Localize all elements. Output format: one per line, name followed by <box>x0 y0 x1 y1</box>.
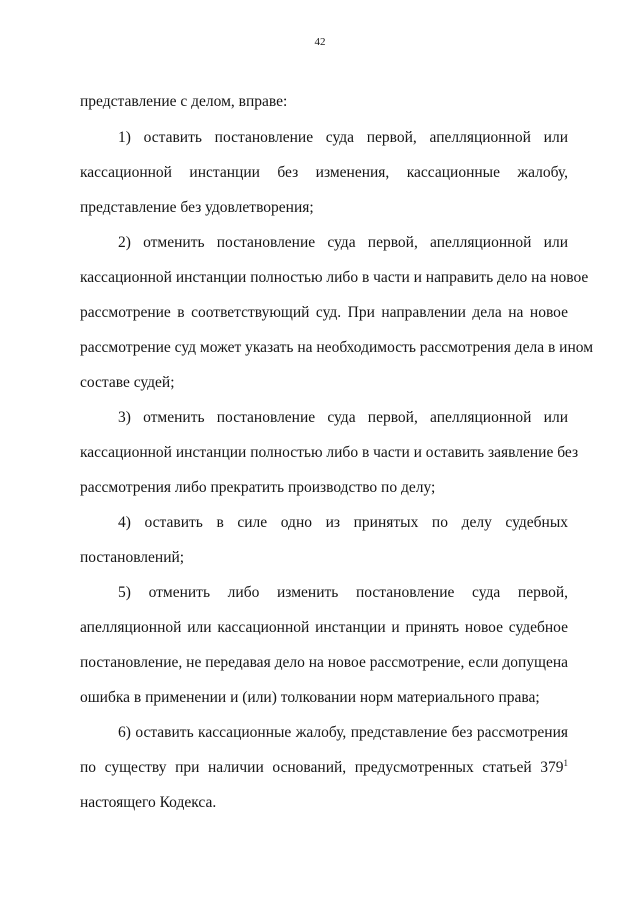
text-fragment: по существу при наличии оснований, предусмотренных статьей 379 <box>80 759 564 776</box>
list-item-6-line: 6) оставить кассационные жалобу, представление без рассмотрения <box>118 724 568 741</box>
text-line-with-superscript <box>80 758 568 778</box>
text-line: рассмотрение в соответствующий суд. При направлении дела на новое <box>80 304 568 321</box>
list-item-1-line: 1) оставить постановление суда первой, апелляционной или <box>118 129 568 146</box>
text-line: кассационной инстанции полностью либо в части и направить дело на новое <box>80 269 589 286</box>
list-item-5-line: 5) отменить либо изменить постановление суда первой, <box>118 584 568 601</box>
text-line: представление без удовлетворения; <box>80 199 314 216</box>
list-item-2-line: 2) отменить постановление суда первой, апелляционной или <box>118 234 568 251</box>
text-line: апелляционной или кассационной инстанции и принять новое судебное <box>80 619 568 636</box>
text-line: рассмотрение суд может указать на необходимость рассмотрения дела в ином <box>80 339 594 356</box>
text-line: представление с делом, вправе: <box>80 93 288 110</box>
text-line: составе судей; <box>80 374 175 391</box>
list-item-3-line: 3) отменить постановление суда первой, апелляционной или <box>118 409 568 426</box>
page-number: 42 <box>314 36 326 48</box>
text-line: кассационной инстанции полностью либо в части и оставить заявление без <box>80 444 579 461</box>
text-line: ошибка в применении и (или) толковании норм материального права; <box>80 689 540 706</box>
text-line: рассмотрения либо прекратить производство по делу; <box>80 479 436 496</box>
text-line: постановлений; <box>80 549 185 566</box>
text-line: кассационной инстанции без изменения, кассационные жалобу, <box>80 164 568 181</box>
superscript: 1 <box>563 757 568 768</box>
list-item-4-line: 4) оставить в силе одно из принятых по делу судебных <box>118 514 568 531</box>
text-line: постановление, не передавая дело на новое рассмотрение, если допущена <box>80 654 568 671</box>
text-line: настоящего Кодекса. <box>80 794 217 811</box>
